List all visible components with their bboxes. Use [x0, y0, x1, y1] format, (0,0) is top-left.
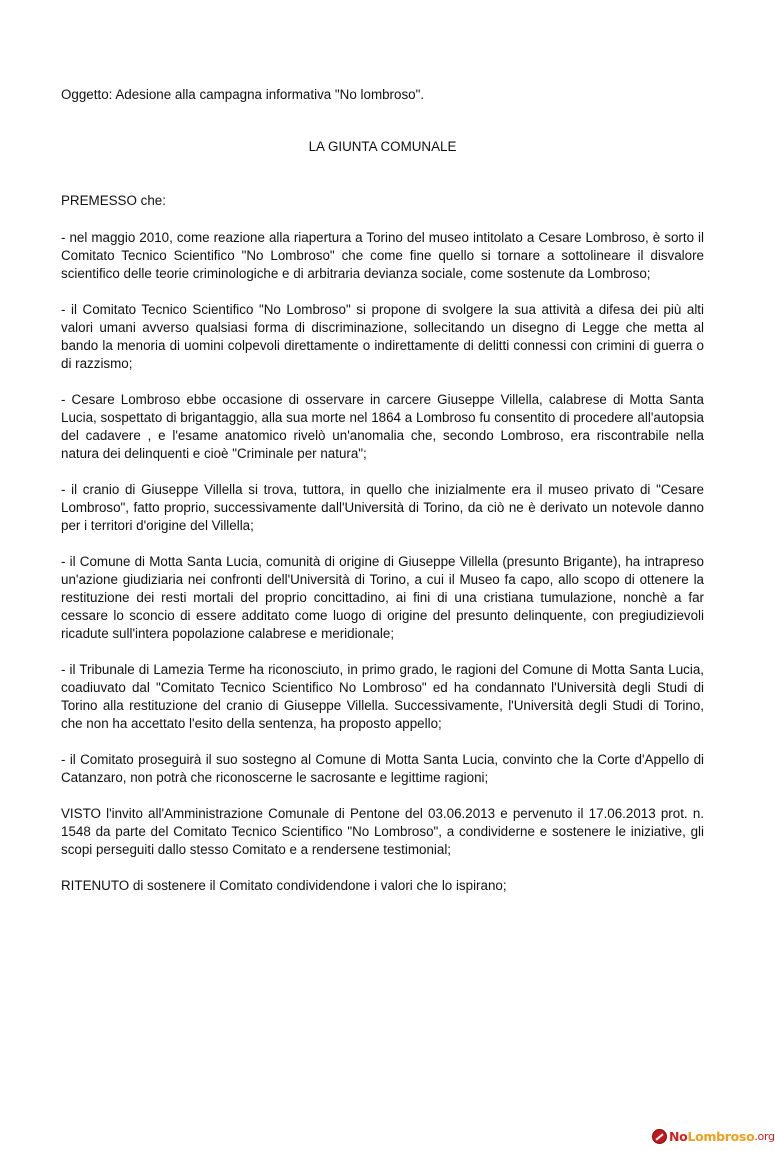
- document-heading: LA GIUNTA COMUNALE: [308, 139, 457, 154]
- subject-line: Oggetto: Adesione alla campagna informativa "No lombroso".: [61, 87, 425, 102]
- paragraph: - Cesare Lombroso ebbe occasione di osservare in carcere Giuseppe Villella, calabrese di Motta Santa Lucia, sospettato di brigantaggio, alla sua morte nel 1864 a Lombroso fu consentito di procedere all'autopsia del cadavere , e l'esame anatomico rivelò un'anomalia che, secondo Lombroso, era riscontrabile nella natura dei delinquenti e cioè "Criminale per natura";: [61, 392, 704, 461]
- paragraph: - il Tribunale di Lamezia Terme ha riconosciuto, in primo grado, le ragioni del Comune di Motta Santa Lucia, coadiuvato dal "Comitato Tecnico Scientifico No Lombroso" ed ha condannato l'Università degli Studi di Torino alla restituzione del cranio di Giuseppe Villella. Successivamente, l'Università degli Studi di Torino, che non ha accettato l'esito della sentenza, ha proposto appello;: [61, 662, 704, 731]
- paragraph: VISTO l'invito all'Amministrazione Comunale di Pentone del 03.06.2013 e pervenuto il 17.06.2013 prot. n. 1548 da parte del Comitato Tecnico Scientifico "No Lombroso", a condividerne e sostenere le iniziative, gli scopi perseguiti dallo stesso Comitato e a rendersene testimonial;: [61, 806, 704, 857]
- paragraph: - il Comitato proseguirà il suo sostegno al Comune di Motta Santa Lucia, convinto che la Corte d'Appello di Catanzaro, non potrà che riconoscerne le sacrosante e legittime ragioni;: [61, 752, 704, 785]
- paragraph: - il Comitato Tecnico Scientifico "No Lombroso" si propone di svolgere la sua attività a difesa dei più alti valori umani avverso qualsiasi forma di discriminazione, sollecitando un disegno di Legge che metta al bando la menoria di uomini colpevoli direttamente o indirettamente di delitti connessi con crimini di guerra o di razzismo;: [61, 302, 704, 371]
- paragraph: - il Comune di Motta Santa Lucia, comunità di origine di Giuseppe Villella (presunto Brigante), ha intrapreso un'azione giudiziaria nei confronti dell'Università di Torino, a cui il Museo fa capo, allo scopo di ottenere la restituzione dei resti mortali del proprio concittadino, ai fini di una cristiana tumulazione, nonchè a far cessare lo sconcio di essere additato come luogo di origine del presunto delinquente, con pregiudizievoli ricadute sull'intera popolazione calabrese e meridionale;: [61, 554, 704, 641]
- paragraph: - nel maggio 2010, come reazione alla riapertura a Torino del museo intitolato a Cesare Lombroso, è sorto il Comitato Tecnico Scientifico "No Lombroso" che come fine quello si tornare a sottolineare il disvalore scientifico delle teorie criminologiche e di arbitraria devianza sociale, come sostenute da Lombroso;: [61, 230, 704, 281]
- document-page: [61, 86, 704, 895]
- watermark-tld: .org: [754, 1129, 775, 1143]
- paragraph: RITENUTO di sostenere il Comitato condividendone i valori che lo ispirano;: [61, 878, 507, 893]
- watermark-name: Lombroso: [687, 1128, 755, 1144]
- no-sign-icon: [652, 1129, 667, 1144]
- watermark-prefix: No: [669, 1128, 688, 1144]
- nolombroso-watermark: [652, 1126, 775, 1146]
- paragraph: - il cranio di Giuseppe Villella si trova, tuttora, in quello che inizialmente era il museo privato di "Cesare Lombroso", fatto proprio, successivamente dall'Università di Torino, da ciò ne è derivato un notevole danno per i territori d'origine del Villella;: [61, 482, 704, 533]
- premesso-label: PREMESSO che:: [61, 193, 166, 208]
